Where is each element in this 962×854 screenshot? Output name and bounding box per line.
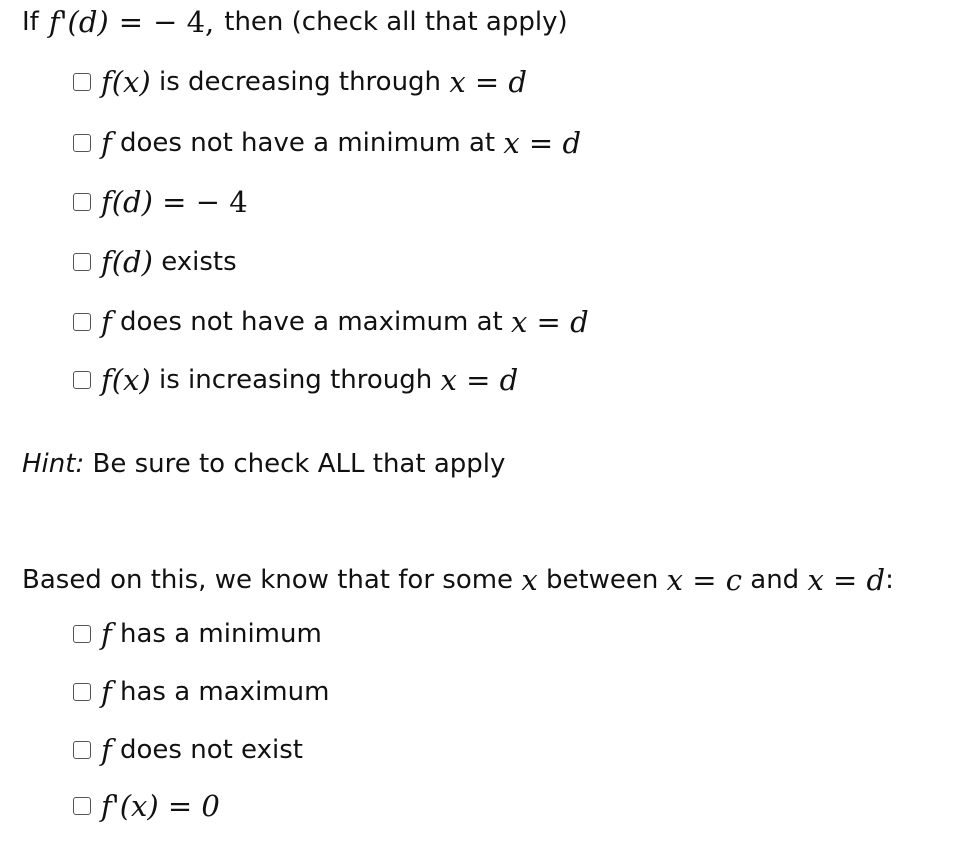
- option-decreasing[interactable]: [73, 62, 527, 102]
- option-math: x = d: [503, 126, 582, 160]
- math-f: f: [48, 5, 60, 39]
- question2-prompt: [22, 560, 894, 600]
- checkbox[interactable]: [73, 253, 91, 271]
- checkbox[interactable]: [73, 683, 91, 701]
- prompt-tail-text: then (check all that apply): [224, 7, 568, 37]
- option-derivative-zero[interactable]: [73, 786, 220, 826]
- option-math: f: [101, 733, 112, 767]
- checkbox[interactable]: [73, 625, 91, 643]
- option-fd-equals[interactable]: [73, 182, 248, 222]
- question1-prompt: [22, 2, 568, 42]
- option-text: exists: [152, 247, 237, 277]
- checkbox[interactable]: [73, 134, 91, 152]
- option-math: − 4: [195, 185, 248, 219]
- prompt-text: Based on this, we know that for some: [22, 565, 522, 595]
- checkbox[interactable]: [73, 797, 91, 815]
- option-math: f: [101, 617, 112, 651]
- checkbox[interactable]: [73, 371, 91, 389]
- option-fd-exists[interactable]: [73, 242, 237, 282]
- option-no-maximum[interactable]: [73, 302, 589, 342]
- checkbox[interactable]: [73, 741, 91, 759]
- math-equals: =: [118, 5, 144, 39]
- prompt-math: x = d: [807, 563, 886, 597]
- math-rhs: − 4,: [153, 5, 215, 39]
- checkbox[interactable]: [73, 193, 91, 211]
- prompt-math: x = c: [666, 563, 742, 597]
- math-prime: ': [59, 5, 68, 39]
- prompt-math: x: [521, 563, 538, 597]
- option-math: f: [101, 126, 112, 160]
- prompt-text: :: [885, 565, 894, 595]
- checkbox[interactable]: [73, 73, 91, 91]
- option-math: f: [101, 675, 112, 709]
- option-text: does not have a minimum at: [111, 128, 504, 158]
- option-math: f: [101, 305, 112, 339]
- option-math: x = d: [449, 65, 527, 99]
- option-has-maximum[interactable]: [73, 672, 329, 712]
- hint-text: Be sure to check ALL that apply: [84, 449, 506, 479]
- option-math: f(x): [101, 363, 151, 397]
- hint-label: Hint:: [22, 449, 85, 479]
- prompt-text: and: [742, 565, 808, 595]
- prompt-lead-text: If: [22, 7, 39, 37]
- option-text: is decreasing through: [150, 67, 450, 97]
- prompt-text: between: [537, 565, 667, 595]
- option-math: x = d: [440, 363, 519, 397]
- option-has-minimum[interactable]: [73, 614, 322, 654]
- option-increasing[interactable]: [73, 360, 518, 400]
- option-text: has a maximum: [111, 677, 330, 707]
- option-math: '(x) = 0: [111, 789, 220, 823]
- option-text: has a minimum: [111, 619, 322, 649]
- option-math: f(x): [101, 65, 151, 99]
- option-text: does not have a maximum at: [111, 307, 511, 337]
- checkbox[interactable]: [73, 313, 91, 331]
- option-math: x = d: [510, 305, 589, 339]
- option-text: does not exist: [111, 735, 303, 765]
- option-math: f(d): [101, 185, 153, 219]
- option-does-not-exist[interactable]: [73, 730, 303, 770]
- option-text: is increasing through: [150, 365, 441, 395]
- option-no-minimum[interactable]: [73, 123, 581, 163]
- option-math: =: [152, 185, 196, 219]
- option-math: f(d): [101, 245, 153, 279]
- math-arg-d: (d): [67, 5, 109, 39]
- hint: [22, 444, 505, 484]
- option-math: f: [101, 789, 112, 823]
